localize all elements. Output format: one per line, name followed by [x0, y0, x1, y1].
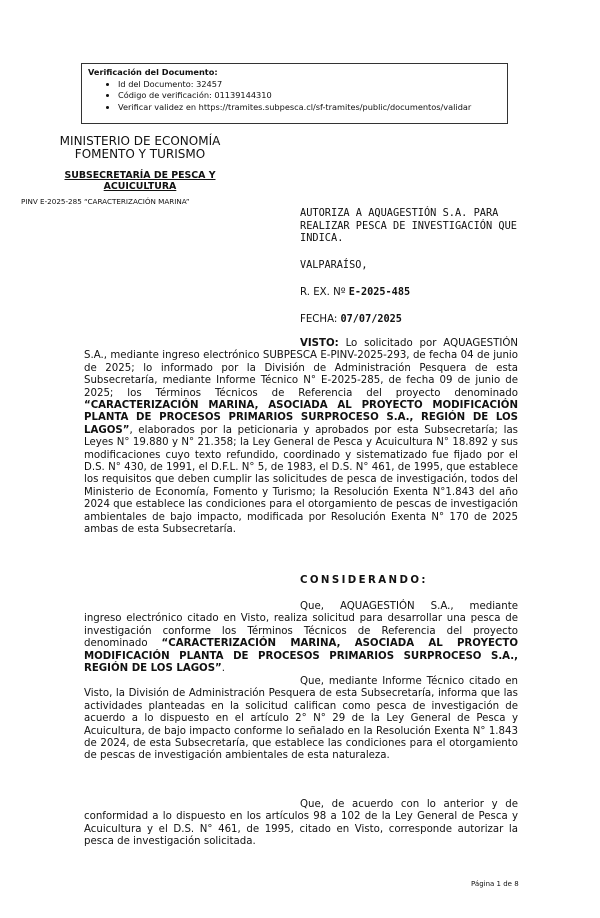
- ministry-line1: MINISTERIO DE ECONOMÍA: [59, 134, 221, 148]
- visto-text-b: , elaborados por la peticionaria y aprobados por esta Subsecretaría; las Leyes N° 19.880 y N° 21.358; la Ley General de Pesca y Acuicultura N° 18.892 y sus modificaciones cuyo texto refundido, coordinado y sistematizado fue fijado por el D.S. N° 430, de 1991, el D.F.L. N° 5, de 1983, el D.S. N° 461, de 1995, que establece los requisitos que deben cumplir las solicitudes de pesca de investigación, todos del Ministerio de Economía, Fomento y Turismo; la Resolución Exenta N°1.843 del año 2024 que establece las condiciones para el otorgamiento de pescas de investigación ambientales de bajo impacto, modificada por Resolución Exenta N° 170 de 2025 ambas de esta Subsecretaría.: [84, 424, 518, 536]
- considerando-3-text: Que, de acuerdo con lo anterior y de conformidad a lo dispuesto en los artículos 98 a 102 de la Ley General de Pesca y Acuicultura y el D.S. N° 461, de 1995, citado en Visto, corresponde autorizar la pesca de investigación solicitada.: [84, 799, 518, 848]
- subsecretaria-header: [40, 170, 240, 192]
- resolution-summary: AUTORIZA A AQUAGESTIÓN S.A. PARA REALIZAR PESCA DE INVESTIGACIÓN QUE INDICA.: [300, 207, 517, 245]
- visto-text-a: Lo solicitado por AQUAGESTIÓN S.A., mediante ingreso electrónico SUBPESCA E-PINV-2025-293, de fecha 04 de junio de 2025; lo informado por la División de Administración Pesquera de esta Subsecretaría, mediante Informe Técnico N° E-2025-285, de fecha 09 de junio de 2025; los Términos Técnicos de Referencia del proyecto denominado: [84, 338, 519, 399]
- resolution-date: [300, 314, 518, 326]
- document-id: • Id del Documento: 32457: [118, 79, 501, 91]
- resolution-value: E-2025-485: [348, 287, 411, 298]
- ministry-header: [40, 135, 240, 161]
- verification-title: Verificación del Documento:: [88, 67, 218, 77]
- validation-link[interactable]: • Verificar validez en https://tramites.subpesca.cl/sf-tramites/public/documentos/validar: [118, 102, 501, 114]
- place: VALPARAÍSO,: [300, 260, 368, 271]
- considerando-3: [84, 799, 518, 849]
- considerando-1: [84, 601, 518, 675]
- visto-label: VISTO:: [300, 338, 339, 349]
- ministry-line2: FOMENTO Y TURISMO: [74, 147, 206, 161]
- resolution-number: [300, 287, 518, 299]
- considerando-1-text-b: .: [221, 663, 226, 675]
- resolution-label: R. EX. Nº: [300, 287, 349, 298]
- verification-code: • Código de verificación: 01139144310: [118, 90, 501, 102]
- verification-box: [81, 63, 508, 124]
- considerando-1-text-a: Que, AQUAGESTIÓN S.A., mediante ingreso electrónico citado en Visto, realiza solicitud para desarrollar una pesca de investigación conforme los Términos Técnicos de Referencia del proyecto denominado: [84, 601, 518, 650]
- visto-project: “CARACTERIZACIÓN MARINA, ASOCIADA AL PROYECTO MODIFICACIÓN PLANTA DE PROCESOS PRIMARIOS SURPROCESO S.A., REGIÓN DE LOS LAGOS”: [84, 400, 518, 436]
- considerando-title: CONSIDERANDO:: [300, 575, 428, 586]
- project-reference: PINV E-2025-285 “CARACTERIZACIÓN MARINA”: [21, 197, 190, 206]
- page-number: Página 1 de 8: [471, 880, 519, 888]
- verification-list: [88, 79, 501, 114]
- considerando-1-project: “CARACTERIZACIÓN MARINA, ASOCIADA AL PROYECTO MODIFICACIÓN PLANTA DE PROCESOS PRIMARIOS SURPROCESO S.A., REGIÓN DE LOS LAGOS”: [84, 638, 518, 675]
- subsecretaria-line1: SUBSECRETARÍA DE PESCA Y: [64, 170, 216, 181]
- date-value: 07/07/2025: [340, 314, 402, 325]
- date-label: FECHA:: [300, 314, 341, 325]
- considerando-2: [84, 676, 518, 763]
- subsecretaria-line2: ACUICULTURA: [103, 181, 177, 192]
- considerando-2-text: Que, mediante Informe Técnico citado en Visto, la División de Administración Pesquera de esta Subsecretaría, informa que las actividades planteadas en la solicitud califican como pesca de investigación de acuerdo a lo dispuesto en el artículo 2° N° 29 de la Ley General de Pesca y Acuicultura, de bajo impacto conforme lo señalado en la Resolución Exenta N° 1.843 de 2024, de esta Subsecretaría, que establece las condiciones para el otorgamiento de pescas de investigación ambientales de esta naturaleza.: [84, 676, 518, 762]
- visto-paragraph: [84, 338, 518, 537]
